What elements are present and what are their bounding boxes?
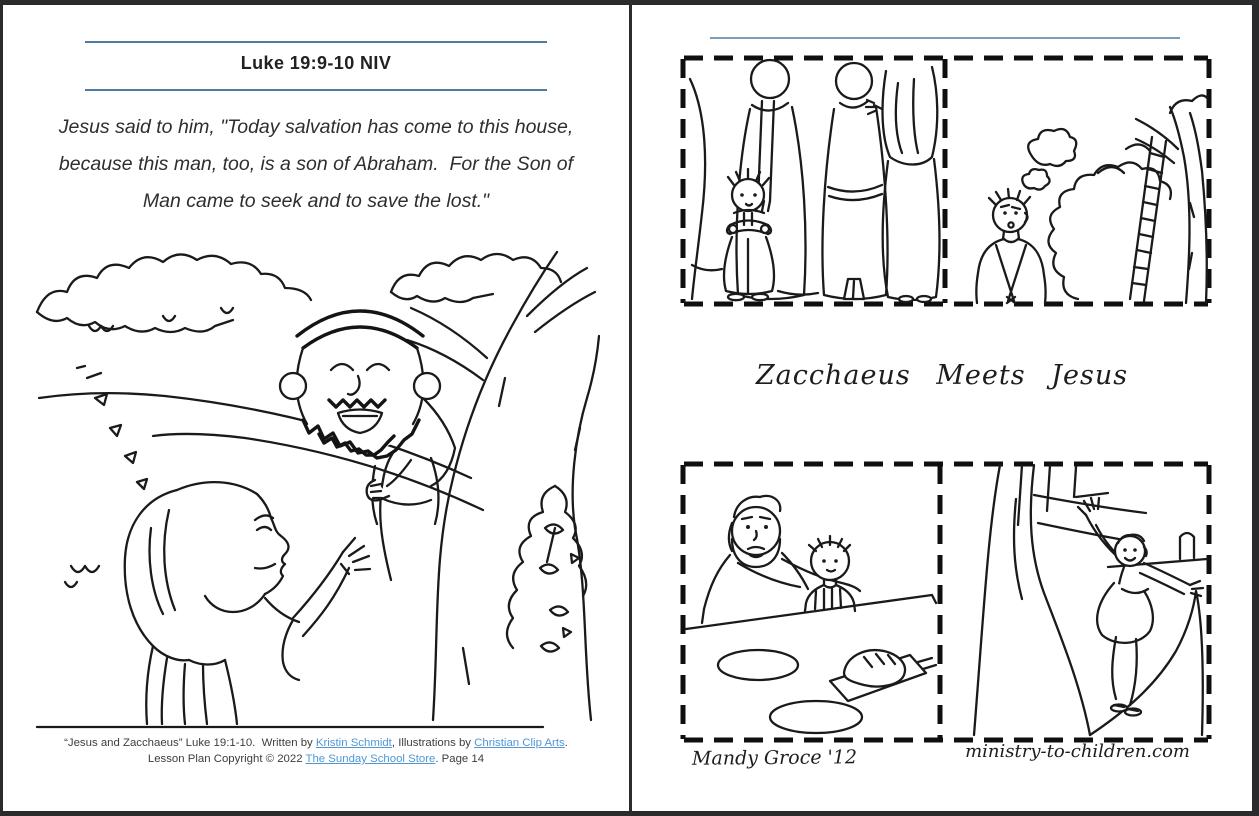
accent-rule: [710, 37, 1180, 39]
title-rule-top: [85, 41, 547, 43]
verse-quote-line-3: Man came to seek and to save the lost.": [142, 190, 490, 212]
panel-crowd-scene: [690, 60, 940, 302]
footer-line-1: [3, 735, 629, 751]
comic-title: Zacchaeus Meets Jesus: [755, 360, 1129, 391]
falling-leaf-marks: [77, 366, 147, 489]
footer-link-kristin-schmidt[interactable]: Kristin Schmidt: [315, 737, 392, 749]
verse-title: Luke 19:9-10 NIV: [240, 53, 392, 73]
verse-quote-line-2: because this man, too, is a son of Abraham. For the Son of: [58, 153, 574, 175]
right-page: [632, 5, 1252, 811]
panel-tree-ladder-scene: [976, 95, 1208, 303]
site-credit: ministry-to-children.com: [965, 741, 1190, 762]
tree-foliage: [37, 254, 586, 652]
footer-text: “Jesus and Zacchaeus” Luke 19:1-10. Written by: [64, 737, 316, 749]
footer-text: .: [564, 737, 568, 749]
title-rule-bottom: [85, 89, 547, 91]
coloring-illustration-zacchaeus-and-jesus: [35, 228, 600, 730]
zacchaeus-figure: [280, 311, 455, 524]
verse-quote-line-1: Jesus said to him, "Today salvation has come to this house,: [58, 116, 574, 138]
verse-quote: [3, 109, 629, 220]
footer-link-sunday-school-store[interactable]: The Sunday School Store: [305, 753, 436, 765]
footer-line-2: [3, 751, 629, 767]
footer-credits: [3, 735, 629, 767]
footer-link-christian-clip-arts[interactable]: Christian Clip Arts: [474, 737, 565, 749]
panel-meal-scene: [686, 496, 936, 733]
footer-text: Lesson Plan Copyright © 2022: [147, 753, 306, 765]
jesus-figure: [125, 482, 370, 724]
comic-row-top: [678, 53, 1214, 309]
footer-text: . Page 14: [435, 753, 485, 765]
artist-credit: Mandy Groce '12: [691, 746, 858, 770]
comic-row-bottom: [678, 459, 1214, 745]
left-page: [3, 5, 629, 811]
footer-text: , Illustrations by: [391, 737, 475, 749]
panel-climbing-down-scene: [974, 465, 1207, 735]
